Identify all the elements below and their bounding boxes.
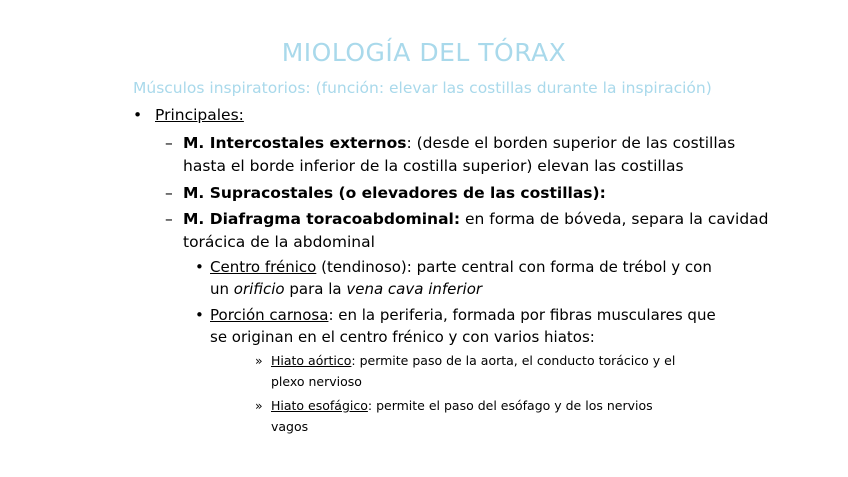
porcion-carnosa-line2: se originan en el centro frénico y con varios hiatos: — [210, 328, 595, 346]
hiato-aortico-text1: : permite paso de la aorta, el conducto torácico y el — [351, 353, 676, 368]
principales-label: Principales: — [155, 106, 244, 124]
centro-frenico-text2a: un — [210, 280, 234, 298]
porcion-carnosa-label: Porción carnosa — [210, 306, 329, 324]
marker-hiato-esofagico: » — [255, 398, 263, 413]
hiato-aortico-line1 — [271, 350, 675, 371]
hiato-esofagico-label: Hiato esofágico — [271, 398, 368, 413]
dash-supracostales: – — [165, 184, 173, 202]
centro-frenico-line1 — [210, 256, 712, 278]
bullet-principales: • — [133, 106, 143, 124]
hiato-esofagico-text1: : permite el paso del esófago y de los nervios — [367, 398, 653, 413]
hiato-aortico-line2: plexo nervioso — [271, 374, 362, 389]
porcion-carnosa-line1 — [210, 304, 716, 326]
intercostales-line1 — [183, 132, 735, 155]
centro-frenico-text2c: para la — [284, 280, 347, 298]
hiato-esofagico-line1 — [271, 395, 653, 416]
supracostales-name: M. Supracostales (o elevadores de las costillas): — [183, 184, 606, 202]
hiato-esofagico-line2: vagos — [271, 419, 309, 434]
centro-frenico-text1: (tendinoso): parte central con forma de trébol y con — [316, 258, 712, 276]
diafragma-line1 — [183, 208, 769, 231]
vena-cava-term: vena cava inferior — [346, 280, 483, 298]
page-title: MIOLOGÍA DEL TÓRAX — [281, 38, 567, 67]
hiato-aortico-label: Hiato aórtico — [271, 353, 352, 368]
intercostales-line2: hasta el borde inferior de la costilla superior) elevan las costillas — [183, 157, 684, 175]
centro-frenico-line2 — [210, 278, 482, 300]
dash-intercostales: – — [165, 134, 173, 152]
marker-hiato-aortico: » — [255, 353, 263, 368]
orificio-term: orificio — [233, 280, 285, 298]
dash-diafragma: – — [165, 210, 173, 228]
centro-frenico-label: Centro frénico — [210, 258, 317, 276]
diafragma-text1: en forma de bóveda, separa la cavidad — [460, 210, 769, 228]
diafragma-name: M. Diafragma toracoabdominal: — [183, 210, 461, 228]
subtitle: Músculos inspiratorios: (función: elevar las costillas durante la inspiración) — [133, 79, 712, 97]
intercostales-name: M. Intercostales externos — [183, 134, 407, 152]
porcion-carnosa-text1: : en la periferia, formada por fibras musculares que — [328, 306, 716, 324]
diafragma-line2: torácica de la abdominal — [183, 233, 375, 251]
bullet-porcion-carnosa: • — [195, 306, 204, 324]
bullet-centro-frenico: • — [195, 258, 204, 276]
intercostales-text1: : (desde el borden superior de las costillas — [406, 134, 736, 152]
